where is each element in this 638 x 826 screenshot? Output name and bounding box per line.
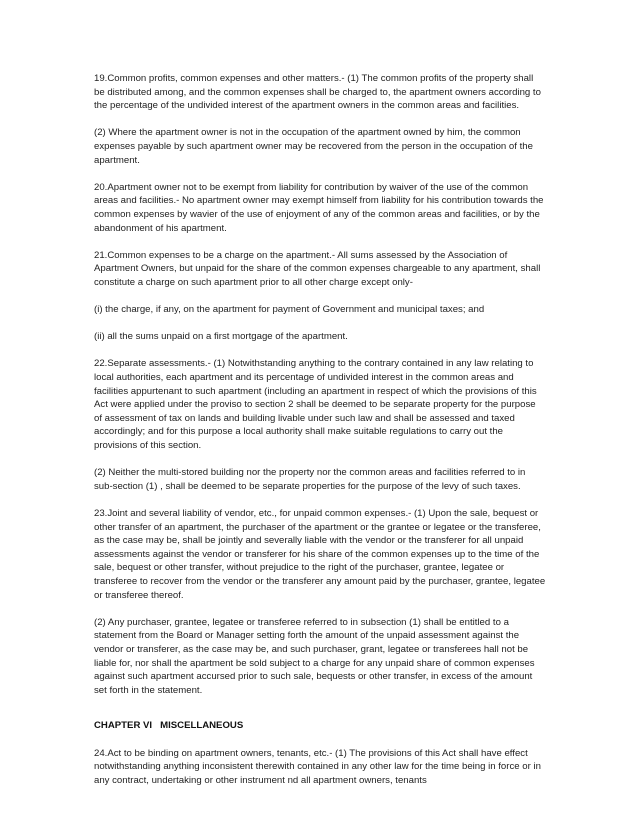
paragraph-21: 21.Common expenses to be a charge on the apartment.- All sums assessed by the Association of Apartment Owners, but unpaid for the share of the common expenses chargeable to any apartment, shall constitute a charge on such apartment prior to all other charge except only- bbox=[94, 249, 541, 288]
document-body bbox=[94, 72, 546, 801]
paragraph-21-i: (i) the charge, if any, on the apartment for payment of Government and municipal taxes; and bbox=[94, 304, 485, 316]
paragraph-22-1: 22.Separate assessments.- (1) Notwithstanding anything to the contrary contained in any law relating to local authorities, each apartment and its percentage of undivided interest in the common areas and facilities appurtenant to such apartment (including an apartment in respect of which the provisions of this Act were applied under the proviso to section 2 shall be deemed to be separate property for the purpose of assessment of tax on lands and building livable under such law and shall be assessed and taxed accordingly; and for this purpose a local authority shall make suitable regulations to carry out the provisions of this section. bbox=[94, 358, 537, 452]
paragraph-19-2: (2) Where the apartment owner is not in the occupation of the apartment owned by him, the common expenses payable by such apartment owner may be recovered from the person in the occupation of the apartment. bbox=[94, 127, 533, 166]
paragraph-23-2: (2) Any purchaser, grantee, legatee or transferee referred to in subsection (1) shall be entitled to a statement from the Board or Manager setting forth the amount of the unpaid assessment against the vendor or transferer, as the case may be, and such purchaser, grant, legatee or transferees hall not be liable for, nor shall the apartment be sold subject to a charge for any unpaid share of common expenses against such apartment accursed prior to such sale, bequests or other transfer, in excess of the amount set forth in the statement. bbox=[94, 616, 535, 696]
paragraph-22-2: (2) Neither the multi-stored building nor the property nor the common areas and facilities referred to in sub-section (1) , shall be deemed to be separate properties for the purpose of the levy of such taxes. bbox=[94, 467, 526, 492]
paragraph-19-1: 19.Common profits, common expenses and other matters.- (1) The common profits of the property shall be distributed among, and the common expenses shall be charged to, the apartment owners according to the percentage of the undivided interest of the apartment owners in the common areas and facilities. bbox=[94, 73, 541, 112]
paragraph-24-1: 24.Act to be binding on apartment owners, tenants, etc.- (1) The provisions of this Act shall have effect notwithstanding anything inconsistent therewith contained in any other law for the time being in force or in any contract, undertaking or other instrument nd all apartment owners, tenants bbox=[94, 747, 541, 786]
chapter-heading: CHAPTER VI MISCELLANEOUS bbox=[94, 720, 244, 732]
paragraph-23-1: 23.Joint and several liability of vendor, etc., for unpaid common expenses.- (1) Upon the sale, bequest or other transfer of an apartment, the purchaser of the apartment or the grantee or legatee or the transferee, as the case may be, shall be jointly and severally liable with the vendor or the transferer for all unpaid assessments against the vendor or transferer for his share of the common expenses up to the time of the sale, bequest or other transfer, without prejudice to the right of the purchaser, grantee, legatee or transferee to recover from the vendor or the transferer any amount paid by the purchaser, grantee, legatee or transferee thereof. bbox=[94, 508, 546, 601]
paragraph-21-ii: (ii) all the sums unpaid on a first mortgage of the apartment. bbox=[94, 331, 348, 343]
paragraph-20: 20.Apartment owner not to be exempt from liability for contribution by waiver of the use of the common areas and facilities.- No apartment owner may exempt himself from liability for his contribution towards the common expenses by wavier of the use of enjoyment of any of the common areas and facilities, or by the abandonment of his apartment. bbox=[94, 181, 544, 234]
